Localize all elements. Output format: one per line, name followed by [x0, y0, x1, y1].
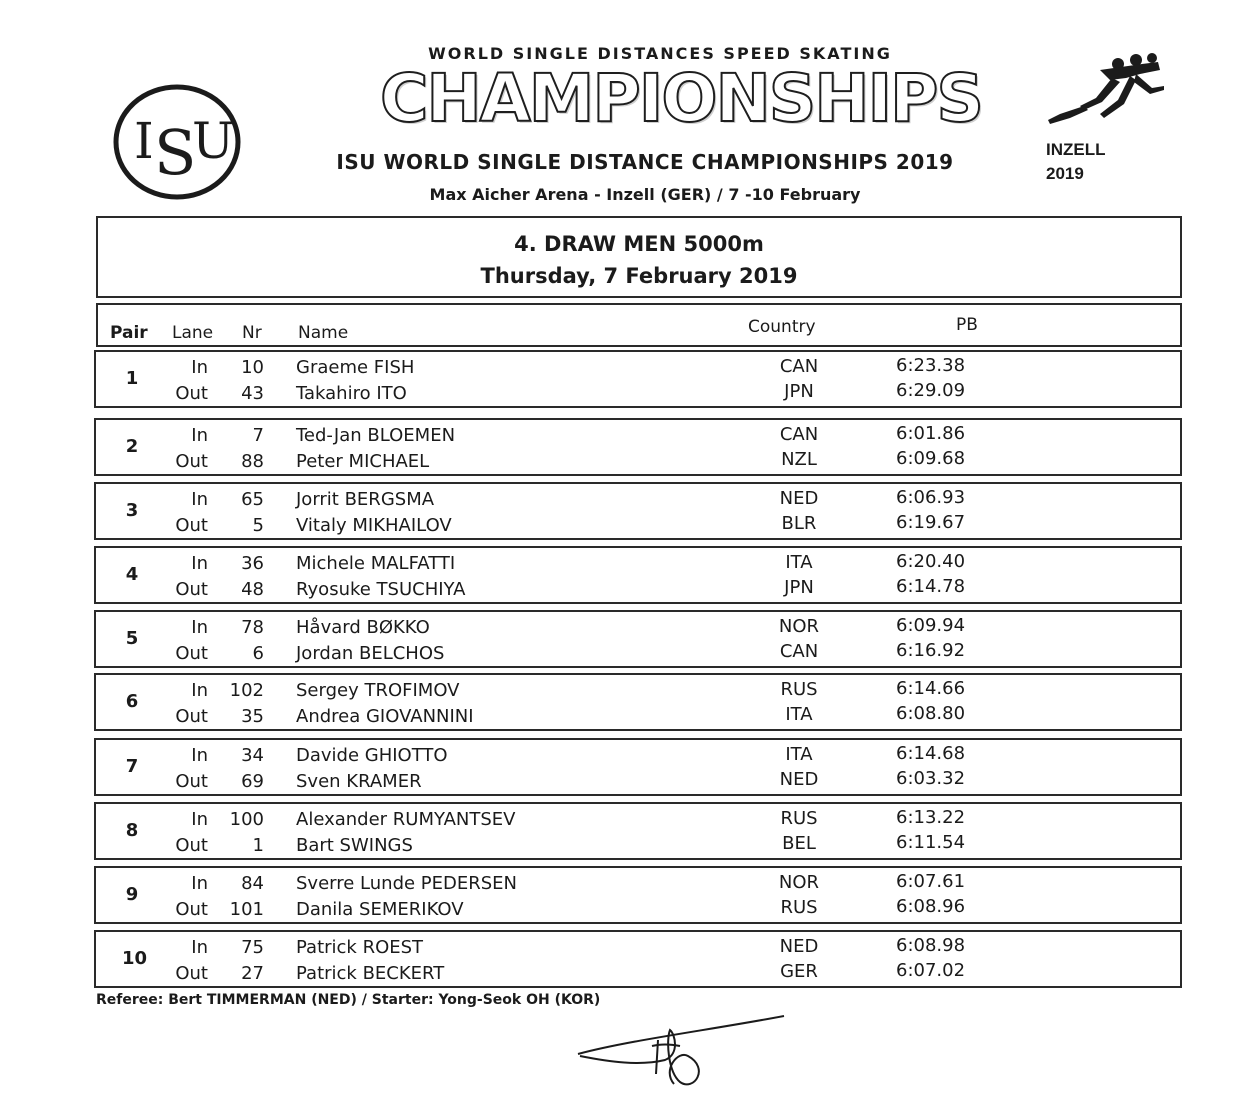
pb-cell: 6:19.67 [896, 512, 966, 533]
country-cell: RUS [780, 679, 818, 700]
skater-name: Takahiro ITO [296, 383, 407, 404]
header-pb: PB [956, 315, 978, 335]
draw-title: 4. DRAW MEN 5000m [514, 232, 764, 256]
nr-cell: 69 [241, 771, 264, 792]
pair-number: 5 [125, 628, 139, 649]
country-cell: ITA [785, 552, 813, 573]
skater-name: Danila SEMERIKOV [296, 899, 464, 920]
skater-name: Vitaly MIKHAILOV [296, 515, 452, 536]
pair-group [94, 482, 1182, 540]
pb-cell: 6:13.22 [896, 807, 966, 828]
pb-cell: 6:09.68 [896, 448, 966, 469]
pb-cell: 6:07.02 [896, 960, 966, 981]
pair-group [94, 610, 1182, 668]
country-cell: RUS [780, 897, 818, 918]
lane-cell: Out [175, 643, 208, 664]
pair-number: 9 [125, 884, 139, 905]
pb-cell: 6:11.54 [896, 832, 966, 853]
country-cell: NED [779, 769, 819, 790]
lane-cell: In [191, 809, 208, 830]
table-header [96, 303, 1182, 347]
pb-cell: 6:07.61 [896, 871, 966, 892]
skater-name: Andrea GIOVANNINI [296, 706, 474, 727]
country-cell: RUS [780, 808, 818, 829]
draw-date: Thursday, 7 February 2019 [480, 264, 798, 288]
lane-cell: In [191, 745, 208, 766]
skater-name: Jorrit BERGSMA [296, 489, 435, 510]
svg-text:I: I [134, 112, 154, 170]
pair-group [94, 546, 1182, 604]
lane-cell: Out [175, 963, 208, 984]
country-cell: BEL [782, 833, 816, 854]
pb-cell: 6:03.32 [896, 768, 966, 789]
skater-name: Ted-Jan BLOEMEN [296, 425, 456, 446]
pb-cell: 6:06.93 [896, 487, 966, 508]
pair-number: 6 [125, 691, 139, 712]
lane-cell: Out [175, 451, 208, 472]
lane-cell: Out [175, 383, 208, 404]
skater-name: Sergey TROFIMOV [296, 680, 460, 701]
nr-cell: 34 [241, 745, 264, 766]
country-cell: NED [779, 936, 819, 957]
country-cell: ITA [785, 744, 813, 765]
location-year: 2019 [1046, 164, 1084, 183]
nr-cell: 6 [252, 643, 264, 664]
skaters-illustration [1040, 48, 1170, 126]
location-label [1046, 138, 1106, 186]
skater-name: Patrick ROEST [296, 937, 424, 958]
lane-cell: In [191, 553, 208, 574]
header-lane: Lane [172, 323, 214, 343]
pb-cell: 6:08.80 [896, 703, 966, 724]
championship-title: ISU WORLD SINGLE DISTANCE CHAMPIONSHIPS 2019 [336, 150, 954, 174]
country-cell: JPN [784, 577, 814, 598]
nr-cell: 5 [252, 515, 264, 536]
isu-logo [112, 84, 242, 200]
pb-cell: 6:08.96 [896, 896, 966, 917]
nr-cell: 100 [229, 809, 264, 830]
lane-cell: Out [175, 579, 208, 600]
header-pair: Pair [110, 323, 148, 343]
pair-number: 1 [125, 368, 139, 389]
skater-name: Ryosuke TSUCHIYA [296, 579, 466, 600]
pb-cell: 6:16.92 [896, 640, 966, 661]
country-cell: CAN [779, 356, 819, 377]
skater-name: Sverre Lunde PEDERSEN [296, 873, 518, 894]
svg-text:U: U [192, 112, 235, 170]
officials-line: Referee: Bert TIMMERMAN (NED) / Starter: Yong-Seok OH (KOR) [96, 992, 601, 1008]
country-cell: CAN [779, 641, 819, 662]
pair-number: 7 [125, 756, 139, 777]
pb-cell: 6:23.38 [896, 355, 966, 376]
lane-cell: In [191, 489, 208, 510]
country-cell: CAN [779, 424, 819, 445]
nr-cell: 48 [241, 579, 264, 600]
skater-name: Patrick BECKERT [296, 963, 445, 984]
pair-group [94, 866, 1182, 924]
country-cell: NZL [781, 449, 817, 470]
skater-name: Graeme FISH [296, 357, 415, 378]
skater-name: Bart SWINGS [296, 835, 413, 856]
lane-cell: Out [175, 899, 208, 920]
lane-cell: In [191, 425, 208, 446]
skater-name: Sven KRAMER [296, 771, 422, 792]
pair-number: 2 [125, 436, 139, 457]
lane-cell: Out [175, 835, 208, 856]
country-cell: JPN [784, 381, 814, 402]
pair-number: 3 [125, 500, 139, 521]
pb-cell: 6:09.94 [896, 615, 966, 636]
lane-cell: In [191, 937, 208, 958]
country-cell: GER [780, 961, 818, 982]
header-country: Country [748, 317, 816, 337]
nr-cell: 75 [241, 937, 264, 958]
nr-cell: 10 [241, 357, 264, 378]
lane-cell: In [191, 873, 208, 894]
championships-wordmark: CHAMPIONSHIPS [380, 60, 982, 137]
skater-name: Håvard BØKKO [296, 617, 430, 638]
event-series-title: WORLD SINGLE DISTANCES SPEED SKATING [428, 44, 892, 63]
venue-dates: Max Aicher Arena - Inzell (GER) / 7 -10 February [429, 185, 861, 204]
pair-group [94, 802, 1182, 860]
lane-cell: In [191, 617, 208, 638]
pb-cell: 6:01.86 [896, 423, 966, 444]
nr-cell: 35 [241, 706, 264, 727]
lane-cell: Out [175, 515, 208, 536]
nr-cell: 1 [252, 835, 264, 856]
nr-cell: 84 [241, 873, 264, 894]
lane-cell: In [191, 680, 208, 701]
nr-cell: 78 [241, 617, 264, 638]
nr-cell: 43 [241, 383, 264, 404]
country-cell: BLR [781, 513, 817, 534]
nr-cell: 27 [241, 963, 264, 984]
pair-group [94, 738, 1182, 796]
nr-cell: 102 [229, 680, 264, 701]
pair-number: 10 [122, 948, 148, 969]
country-cell: NOR [778, 616, 820, 637]
pb-cell: 6:14.68 [896, 743, 966, 764]
pair-group [94, 673, 1182, 731]
pair-number: 4 [125, 564, 139, 585]
nr-cell: 7 [252, 425, 264, 446]
lane-cell: Out [175, 771, 208, 792]
pair-number: 8 [125, 820, 139, 841]
skater-name: Peter MICHAEL [296, 451, 430, 472]
pb-cell: 6:08.98 [896, 935, 966, 956]
nr-cell: 88 [241, 451, 264, 472]
skater-name: Michele MALFATTI [296, 553, 456, 574]
pair-group [94, 350, 1182, 408]
lane-cell: In [191, 357, 208, 378]
svg-text:S: S [154, 116, 197, 189]
country-cell: ITA [785, 704, 813, 725]
skater-name: Alexander RUMYANTSEV [296, 809, 516, 830]
country-cell: NOR [778, 872, 820, 893]
pb-cell: 6:29.09 [896, 380, 966, 401]
country-cell: NED [779, 488, 819, 509]
signature [570, 1010, 790, 1110]
pair-group [94, 418, 1182, 476]
header-nr: Nr [242, 323, 262, 343]
header-name: Name [298, 323, 349, 343]
location-name: INZELL [1046, 140, 1106, 159]
pair-group [94, 930, 1182, 988]
draw-title-box [96, 216, 1182, 298]
pb-cell: 6:20.40 [896, 551, 966, 572]
lane-cell: Out [175, 706, 208, 727]
pb-cell: 6:14.66 [896, 678, 966, 699]
nr-cell: 36 [241, 553, 264, 574]
nr-cell: 65 [241, 489, 264, 510]
pb-cell: 6:14.78 [896, 576, 966, 597]
skater-name: Davide GHIOTTO [296, 745, 448, 766]
skater-name: Jordan BELCHOS [296, 643, 445, 664]
nr-cell: 101 [229, 899, 264, 920]
